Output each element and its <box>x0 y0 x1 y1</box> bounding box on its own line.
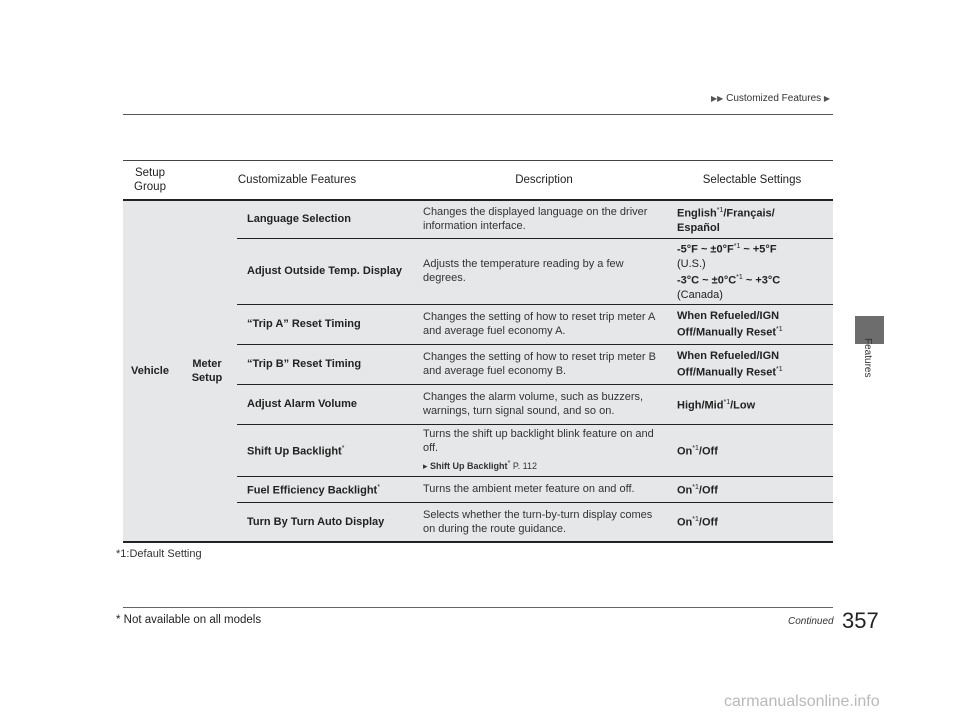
reference-arrow-icon: ▸ <box>423 461 428 471</box>
description-cell: Turns the shift up backlight blink feature on and off. ▸ Shift Up Backlight* P. 112 <box>417 424 671 476</box>
feature-cell: “Trip A” Reset Timing <box>237 304 417 344</box>
col-header-setup-group: Setup Group <box>123 161 177 201</box>
feature-cell: Shift Up Backlight* <box>237 424 417 476</box>
page-number: 357 <box>842 608 879 633</box>
settings-cell: When Refueled/IGN Off/Manually Reset$^{*1}$ <box>671 304 833 344</box>
breadcrumb <box>711 93 830 104</box>
col-header-description: Description <box>417 161 671 201</box>
description-cell: Changes the alarm volume, such as buzzers, warnings, turn signal sound, and so on. <box>417 384 671 424</box>
settings-cell: On$^{*1}$/Off <box>671 502 833 542</box>
settings-cell: English$^{*1}$/Français/ Español <box>671 200 833 238</box>
description-cell: Changes the displayed language on the driver information interface. <box>417 200 671 238</box>
col-header-features: Customizable Features <box>177 161 417 201</box>
feature-cell: Turn By Turn Auto Display <box>237 502 417 542</box>
feature-cell: Adjust Outside Temp. Display <box>237 238 417 304</box>
settings-cell: When Refueled/IGN Off/Manually Reset$^{*1}$ <box>671 344 833 384</box>
watermark: carmanualsonline.info <box>724 693 880 710</box>
page-reference-link[interactable]: ▸ Shift Up Backlight* P. 112 <box>423 460 538 471</box>
description-cell: Adjusts the temperature reading by a few degrees. <box>417 238 671 304</box>
table-row <box>123 200 833 238</box>
arrow-icon: ▶ <box>823 94 831 103</box>
section-label: Features <box>862 338 873 378</box>
features-table <box>123 160 833 543</box>
description-cell: Changes the setting of how to reset trip meter A and average fuel economy A. <box>417 304 671 344</box>
settings-cell: On$^{*1}$/Off <box>671 424 833 476</box>
header-rule <box>123 114 833 115</box>
feature-cell: Language Selection <box>237 200 417 238</box>
arrow-icon: ▶▶ <box>711 94 724 103</box>
feature-cell: “Trip B” Reset Timing <box>237 344 417 384</box>
col-header-settings: Selectable Settings <box>671 161 833 201</box>
settings-cell: On$^{*1}$/Off <box>671 476 833 502</box>
breadcrumb-label: Customized Features <box>726 93 822 104</box>
feature-cell: Fuel Efficiency Backlight* <box>237 476 417 502</box>
continued-label: Continued <box>788 616 834 627</box>
feature-cell: Adjust Alarm Volume <box>237 384 417 424</box>
description-cell: Selects whether the turn-by-turn display comes on during the route guidance. <box>417 502 671 542</box>
footnote: *1:Default Setting <box>116 548 202 560</box>
availability-note: * Not available on all models <box>116 614 262 626</box>
settings-cell: High/Mid$^{*1}$/Low <box>671 384 833 424</box>
description-cell: Turns the ambient meter feature on and off. <box>417 476 671 502</box>
settings-cell: -5°F ~ $\pm 0^\circ F^{*1}$ ~ +5°F (U.S.) -3°C ~ $\pm 0^\circ C^{*1}$ ~ +3°C (Canada) <box>671 238 833 304</box>
footer-rule <box>123 607 833 608</box>
subgroup-cell: Meter Setup <box>177 200 237 542</box>
description-cell: Changes the setting of how to reset trip meter B and average fuel economy B. <box>417 344 671 384</box>
setup-group-cell: Vehicle <box>123 200 177 542</box>
